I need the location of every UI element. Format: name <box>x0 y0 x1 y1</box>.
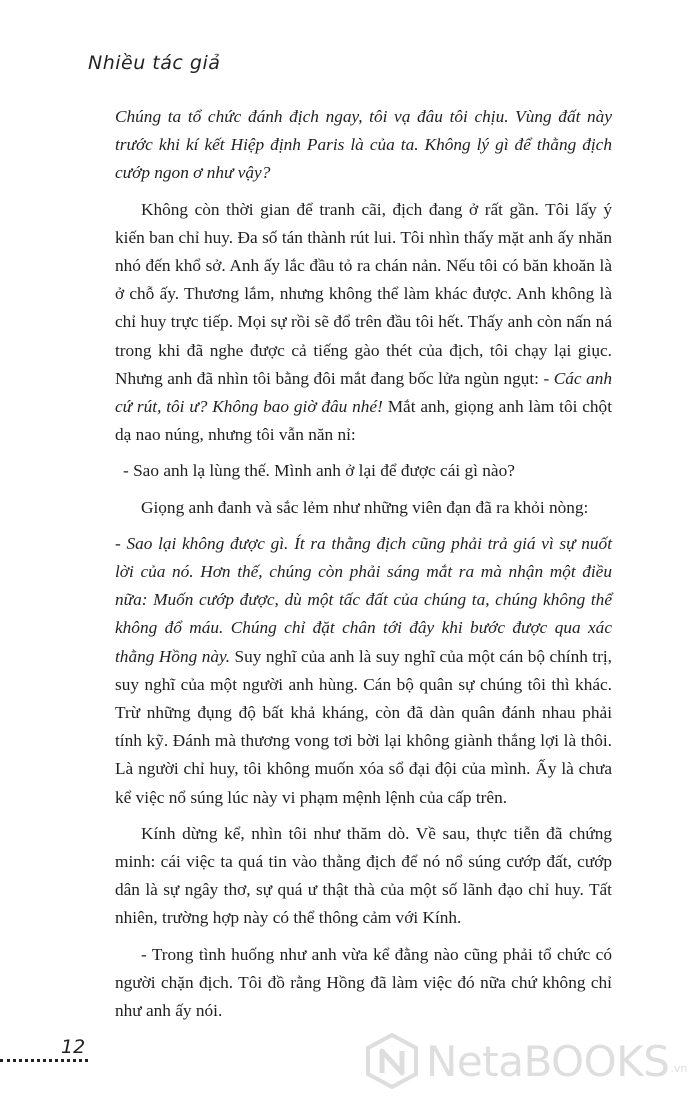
publisher-watermark <box>366 1033 687 1089</box>
page-number: 12 <box>61 1036 86 1058</box>
paragraph-6: Kính dừng kể, nhìn tôi như thăm dò. Về sau, thực tiễn đã chứng minh: cái việc ta quá tin vào thằng địch để nó nổ súng cướp đất, cướp dân là sự ngây thơ, sự quá ư thật thà của một số lãnh đạo chỉ huy. Tất nhiên, trường hợp này có thể thông cảm với Kính. <box>115 823 612 928</box>
paragraph-2-text: Không còn thời gian để tranh cãi, địch đang ở rất gần. Tôi lấy ý kiến ban chỉ huy. Đa số tán thành rút lui. Tôi nhìn thấy mặt anh ấy nhăn nhó đến khổ sở. Anh ấy lắc đầu tỏ ra chán nản. Nếu tôi có băn khoăn là ở chỗ ấy. Thương lắm, nhưng không thể làm khác được. Anh không là chỉ huy trực tiếp. Mọi sự rồi sẽ đổ trên đầu tôi hết. Thấy anh còn nấn ná trong khi đã nghe được cả tiếng gào thét của địch, tôi chạy lại giục. Nhưng anh đã nhìn tôi bằng đôi mắt đang bốc lửa ngùn ngụt: <box>115 199 612 388</box>
paragraph-5-quote: - Sao lại không được gì. Ít ra thằng địch cũng phải trả giá vì sự nuốt lời của nó. Hơn thế, chúng còn phải sáng mắt ra mà nhận một điều nữa: Muốn cướp được, dù một tấc đất của chúng ta, chúng không thể không đổ máu. Chúng chỉ đặt chân tới đây khi bước được qua xác thằng Hồng này. <box>115 533 612 666</box>
watermark-brand: NetaBOOKS <box>426 1036 670 1086</box>
running-header-author: Nhiều tác giả <box>88 52 221 74</box>
paragraph-5-tail: Suy nghĩ của anh là suy nghĩ của một cán bộ chính trị, suy nghĩ của một người anh hùng. Cán bộ quân sự chúng tôi thì khác. Trừ những đụng độ bất khả kháng, còn đã dàn quân đánh nhau phải tính kỹ. Đánh mà thương vong tơi bời lại không giành thắng lợi là thôi. Là người chỉ huy, tôi không muốn xóa sổ đại đội của mình. Ấy là chưa kể việc nổ súng lúc này vi phạm mệnh lệnh của cấp trên. <box>115 646 612 807</box>
paragraph-7: - Trong tình huống như anh vừa kể đằng nào cũng phải tổ chức có người chặn địch. Tôi đồ rằng Hồng đã làm việc đó nữa chứ không chỉ như anh ấy nói. <box>115 944 612 1021</box>
paragraph-5 <box>115 530 612 812</box>
paragraph-2-quote: - Các anh cứ rút, tôi ư? Không bao giờ đâu nhé! <box>115 368 613 417</box>
paragraph-4: Giọng anh đanh và sắc lẻm như những viên đạn đã ra khỏi nòng: <box>141 497 589 517</box>
paragraph-2 <box>115 196 612 450</box>
page-body <box>115 103 612 1025</box>
paragraph-2-tail: Mắt anh, giọng anh làm tôi chột dạ nao núng, nhưng tôi vẫn năn nỉ: <box>115 397 612 445</box>
paragraph-1: Chúng ta tổ chức đánh địch ngay, tôi vạ đâu tôi chịu. Vùng đất này trước khi kí kết Hiệp định Paris là của ta. Không lý gì để thằng địch cướp ngon ơ như vậy? <box>115 107 612 183</box>
footer-dotted-rule <box>0 1059 88 1062</box>
watermark-suffix: .vn <box>670 1061 688 1075</box>
netabooks-logo-icon <box>366 1033 418 1089</box>
paragraph-3-dialogue: - Sao anh lạ lùng thế. Mình anh ở lại để được cái gì nào? <box>123 461 515 481</box>
